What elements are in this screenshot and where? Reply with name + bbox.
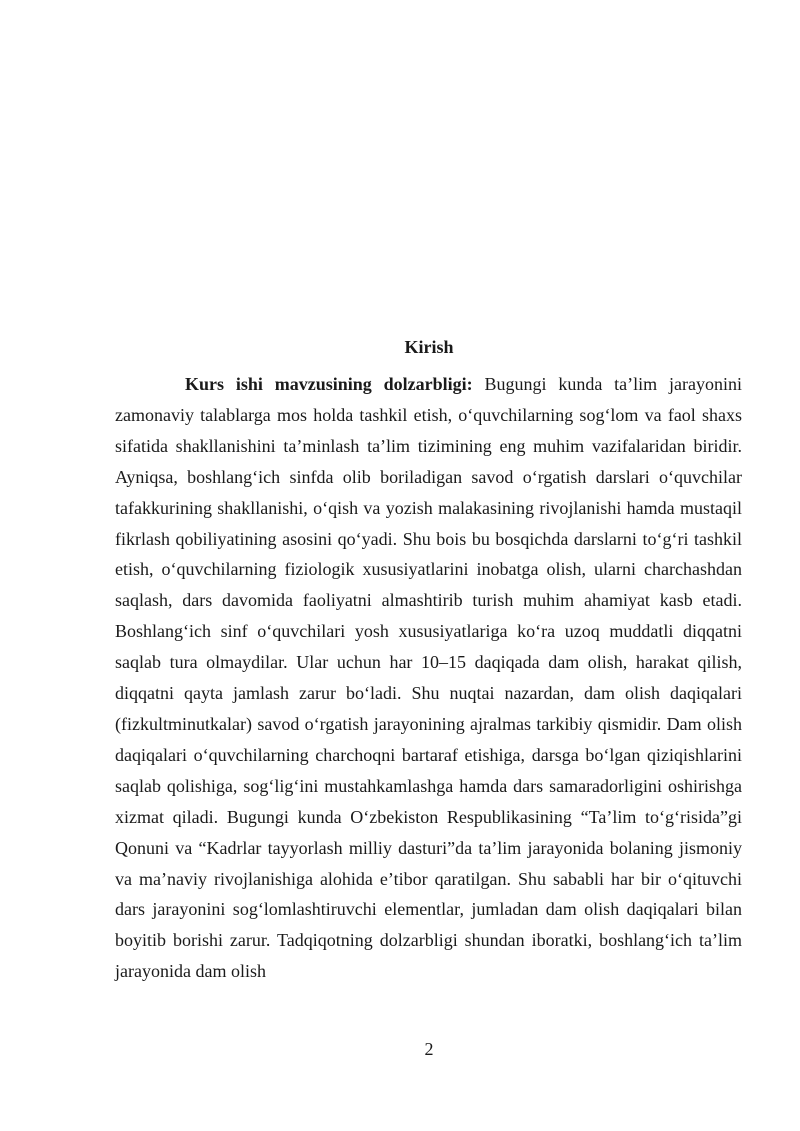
section-heading: Kirish bbox=[404, 337, 454, 357]
paragraph-lead: Kurs ishi mavzusining dolzarbligi: bbox=[185, 374, 473, 394]
page-number: 2 bbox=[424, 1039, 434, 1059]
body-paragraph bbox=[115, 369, 742, 987]
paragraph-body: Bugungi kunda ta’lim jarayonini zamonaviy talablarga mos holda tashkil etish, o‘quvchilarning sog‘lom va faol shaxs sifatida shakllanishini ta’minlash ta’lim tizimining eng muhim vazifalaridan biridir. Ayniqsa, boshlang‘ich sinfda olib boriladigan savod o‘rgatish darslari o‘quvchilar tafakkurining shakllanishi, o‘qish va yozish malakasining rivojlanishi hamda mustaqil fikrlash qobiliyatining asosini qo‘yadi. Shu bois bu bosqichda darslarni to‘g‘ri tashkil etish, o‘quvchilarning fiziologik xususiyatlarini inobatga olish, ularni charchashdan saqlash, dars davomida faoliyatni almashtirib turish muhim ahamiyat kasb etadi. Boshlang‘ich sinf o‘quvchilari yosh xususiyatlariga ko‘ra uzoq muddatli diqqatni saqlab tura olmaydilar. Ular uchun har 10–15 daqiqada dam olish, harakat qilish, diqqatni qayta jamlash zarur bo‘ladi. Shu nuqtai nazardan, dam olish daqiqalari (fizkultminutkalar) savod o‘rgatish jarayonining ajralmas tarkibiy qismidir. Dam olish daqiqalari o‘quvchilarning charchoqni bartaraf etishiga, darsga bo‘lgan qiziqishlarini saqlab qolishiga, sog‘lig‘ini mustahkamlashga hamda dars samaradorligini oshirishga xizmat qiladi. Bugungi kunda O‘zbekiston Respublikasining “Ta’lim to‘g‘risida”gi Qonuni va “Kadrlar tayyorlash milliy dasturi”da ta’lim jarayonida bolaning jismoniy va ma’naviy rivojlanishiga alohida e’tibor qaratilgan. Shu sababli har bir o‘qituvchi dars jarayonini sog‘lomlashtiruvchi elementlar, jumladan dam olish daqiqalari bilan boyitib borishi zarur. Tadqiqotning dolzarbligi shundan iboratki, boshlang‘ich ta’lim jarayonida dam olish bbox=[115, 374, 742, 982]
